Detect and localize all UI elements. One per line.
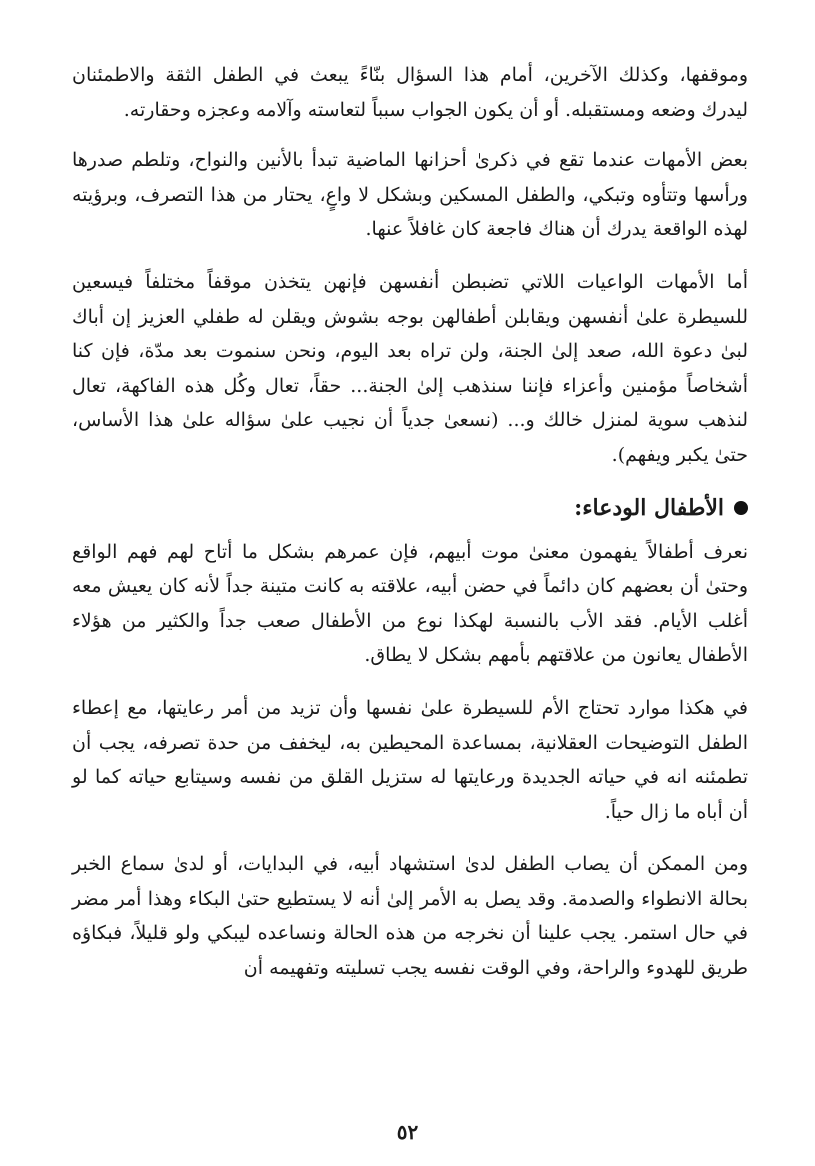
paragraph-1: وموقفها، وكذلك الآخرين، أمام هذا السؤال بنّاءً يبعث في الطفل الثقة والاطمئنان ليدرك وضعه ومستقبله. أو أن يكون الجواب سبباً لتعاسته وآلامه وعجزه وحقارته. xyxy=(72,64,748,121)
page-number: ٥٢ xyxy=(396,1120,419,1144)
paragraph-2: بعض الأمهات عندما تقع في ذكرىٰ أحزانها الماضية تبدأ بالأنين والنواح، وتلطم صدرها ورأسها وتتأوه وتبكي، والطفل المسكين وبشكل لا واعٍ، يحتار من هذا التصرف، وبرؤيته لهذه الواقعة يدرك أن هناك فاجعة كان غافلاً عنها. xyxy=(72,149,748,241)
bullet-dot-icon xyxy=(734,501,748,515)
paragraph-3: أما الأمهات الواعيات اللاتي تضبطن أنفسهن فإنهن يتخذن موقفاً مختلفاً فيسعين للسيطرة علىٰ أنفسهن ويقابلن أطفالهن بوجه بشوش ويقلن له طفلي العزيز إن أباك لبىٰ دعوة الله، صعد إلىٰ الجنة، ولن تراه بعد اليوم، ونحن سنموت بعد مدّة، فإن كنا أشخاصاً مؤمنين وأعزاء فإننا سنذهب إلىٰ الجنة... حقاً، تعال وكُل هذه الفاكهة، تعال لنذهب سوية لمنزل خالك و... (نسعىٰ جدياً أن نجيب علىٰ سؤاله علىٰ هذا الأساس، حتىٰ يكبر ويفهم). xyxy=(72,270,748,466)
document-page xyxy=(72,58,748,1004)
paragraph-5: في هكذا موارد تحتاج الأم للسيطرة علىٰ نفسها وأن تزيد من أمر رعايتها، مع إعطاء الطفل التوضيحات العقلانية، بمساعدة المحيطين به، ليخفف من حدة تصرفه، يجب أن تطمئنه انه في حياته الجديدة ورعايتها له ستزيل القلق من نفسه وسيتابع حياته كما لو أن أباه ما زال حياً. xyxy=(72,696,748,823)
paragraph-6: ومن الممكن أن يصاب الطفل لدىٰ استشهاد أبيه، في البدايات، أو لدىٰ سماع الخبر بحالة الانطواء والصدمة. وقد يصل به الأمر إلىٰ أنه لا يستطيع حتىٰ البكاء وهذا أمر مضر في حال استمر. يجب علينا أن نخرجه من هذه الحالة ونساعده ليبكي ولو قليلاً، فبكاؤه طريق للهدوء والراحة، وفي الوقت نفسه يجب تسليته وتفهيمه أن xyxy=(72,853,748,980)
section-heading xyxy=(72,491,748,525)
paragraph-4: نعرف أطفالاً يفهمون معنىٰ موت أبيهم، فإن عمرهم بشكل ما أتاح لهم فهم الواقع وحتىٰ أن بعضهم كان دائماً في حضن أبيه، علاقته به كانت متينة جداً لأنه كان يعيش معه أغلب الأيام. فقد الأب بالنسبة لهكذا نوع من الأطفال صعب جداً والكثير من هؤلاء الأطفال يعانون من علاقتهم بأمهم بشكل لا يطاق. xyxy=(72,540,748,667)
section-heading-text: الأطفال الودعاء: xyxy=(574,494,724,521)
